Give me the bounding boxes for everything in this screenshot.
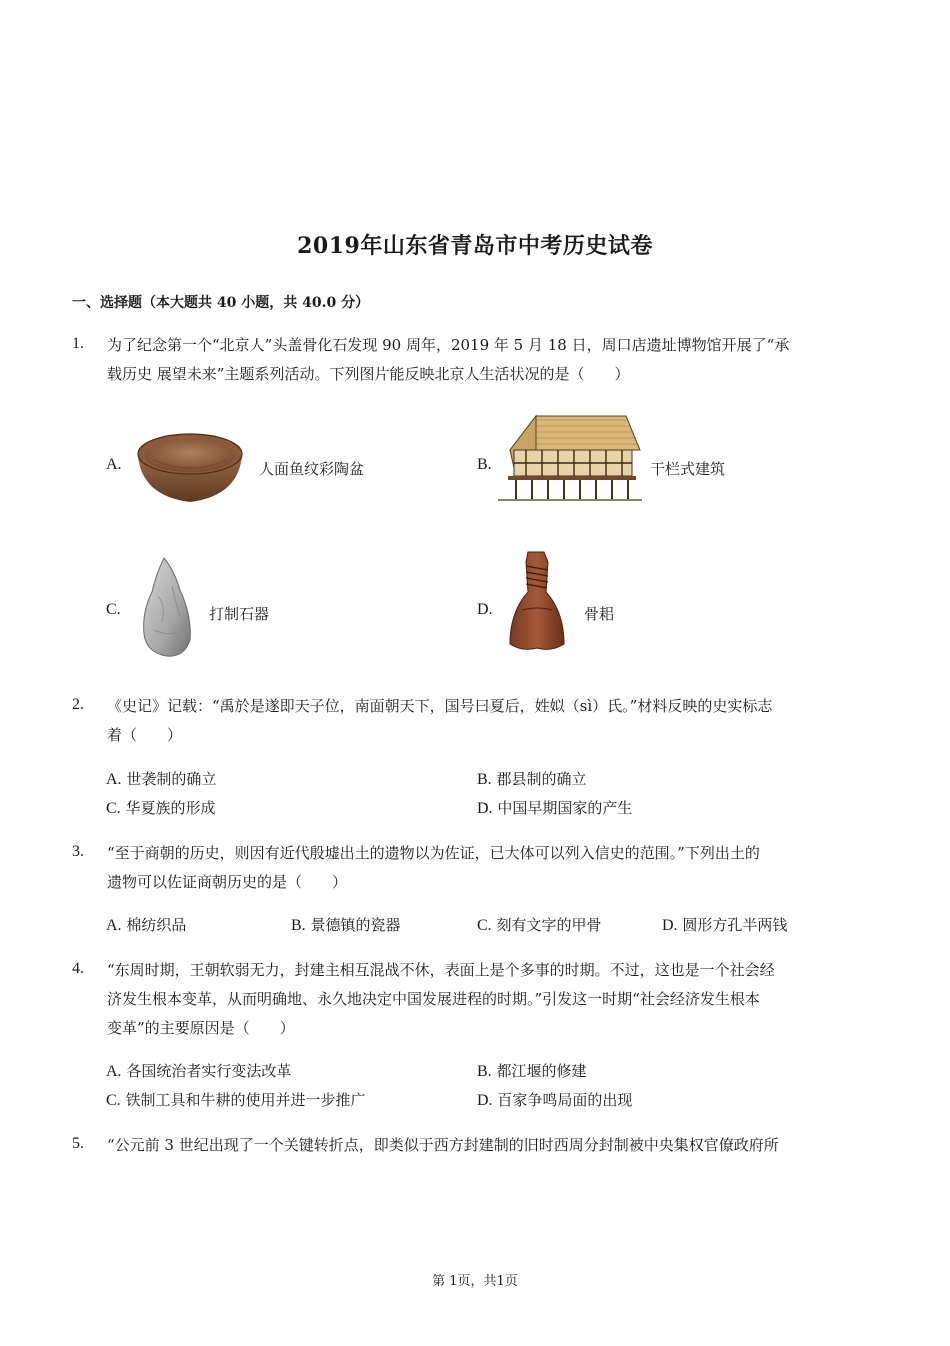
option-letter: D. xyxy=(662,917,678,934)
option-label: 圆形方孔半两钱 xyxy=(682,916,788,934)
question-line: 济发生根本变革，从而明确地、永久地决定中国发展进程的时期。”引发这一时期“社会经济发生根本 xyxy=(107,990,760,1008)
option-a[interactable] xyxy=(106,768,216,789)
option-label: 百家争鸣局面的出现 xyxy=(497,1091,633,1109)
question-text xyxy=(107,331,879,389)
option-c[interactable] xyxy=(106,797,215,818)
question-line: 为了纪念第一个“北京人”头盖骨化石发现 90 周年，2019 年 5 月 18 日，周口店遗址博物馆开展了“承 xyxy=(107,336,790,354)
option-label: 都江堰的修建 xyxy=(496,1062,587,1080)
option-letter-d: D. xyxy=(477,601,493,618)
option-label: 华夏族的形成 xyxy=(125,799,216,817)
option-letter: B. xyxy=(291,917,306,934)
stilt-house-image xyxy=(496,410,644,504)
option-label: 景德镇的瓷器 xyxy=(310,916,401,934)
option-label: 棉纺织品 xyxy=(126,916,187,934)
option-b[interactable] xyxy=(477,1060,586,1081)
question-line: 变革”的主要原因是（ ） xyxy=(107,1019,295,1037)
bone-spade-image xyxy=(504,548,570,656)
option-letter-a: A. xyxy=(106,456,122,473)
question-number: 4. xyxy=(72,960,84,977)
option-letter-b: B. xyxy=(477,456,492,473)
option-label-c: 打制石器 xyxy=(209,605,270,623)
option-label: 铁制工具和牛耕的使用并进一步推广 xyxy=(125,1091,366,1109)
question-number: 3. xyxy=(72,843,84,860)
option-label: 刻有文字的甲骨 xyxy=(496,916,602,934)
option-letter: D. xyxy=(477,800,493,817)
option-letter: A. xyxy=(106,1063,122,1080)
option-letter: C. xyxy=(106,1092,121,1109)
option-letter: A. xyxy=(106,771,122,788)
question-number: 1. xyxy=(72,335,84,352)
question-line: 着（ ） xyxy=(107,726,183,744)
option-label: 中国早期国家的产生 xyxy=(497,799,633,817)
page-title: 2019年山东省青岛市中考历史试卷 xyxy=(297,233,653,259)
question-line: “至于商朝的历史，则因有近代殷墟出土的遗物以为佐证，已大体可以列入信史的范围。”下列出土的 xyxy=(107,844,760,862)
section-heading: 一、选择题（本大题共 40 小题，共 40.0 分） xyxy=(72,295,370,311)
option-letter-c: C. xyxy=(106,601,121,618)
option-letter: B. xyxy=(477,771,492,788)
option-label: 各国统治者实行变法改革 xyxy=(126,1062,292,1080)
stone-tool-image xyxy=(140,556,196,660)
option-a[interactable] xyxy=(106,914,186,935)
option-letter: C. xyxy=(106,800,121,817)
question-line: “公元前 3 世纪出现了一个关键转折点，即类似于西方封建制的旧时西周分封制被中央集权官僚政府所 xyxy=(107,1136,779,1154)
question-text xyxy=(107,1131,879,1160)
question-number: 2. xyxy=(72,696,84,713)
option-letter: D. xyxy=(477,1092,493,1109)
option-letter: A. xyxy=(106,917,122,934)
option-b[interactable] xyxy=(291,914,400,935)
question-line: 《史记》记载：“禹於是遂即天子位，南面朝天下，国号曰夏后，姓姒（sì）氏。”材料反映的史实标志 xyxy=(107,697,773,715)
option-c[interactable] xyxy=(477,914,601,935)
question-text xyxy=(107,956,879,1043)
option-label: 世袭制的确立 xyxy=(126,770,217,788)
option-c[interactable] xyxy=(106,1089,365,1110)
option-letter: C. xyxy=(477,917,492,934)
question-line: 遗物可以佐证商朝历史的是（ ） xyxy=(107,873,348,891)
option-letter: B. xyxy=(477,1063,492,1080)
page-footer: 第 1页，共1页 xyxy=(432,1274,518,1289)
option-a[interactable] xyxy=(106,1060,291,1081)
pottery-basin-image xyxy=(134,430,246,506)
option-label-a: 人面鱼纹彩陶盆 xyxy=(259,460,365,478)
option-b[interactable] xyxy=(477,768,586,789)
option-d[interactable] xyxy=(477,797,632,818)
question-text xyxy=(107,839,879,897)
option-label-b: 干栏式建筑 xyxy=(650,460,726,478)
option-d[interactable] xyxy=(477,1089,632,1110)
option-d[interactable] xyxy=(662,914,787,935)
question-text xyxy=(107,692,879,750)
option-label: 郡县制的确立 xyxy=(496,770,587,788)
option-label-d: 骨耜 xyxy=(584,605,615,623)
question-line: 载历史 展望未来”主题系列活动。下列图片能反映北京人生活状况的是（ ） xyxy=(107,365,630,383)
question-line: “东周时期，王朝软弱无力，封建主相互混战不休，表面上是个多事的时期。不过，这也是一个社会经 xyxy=(107,961,775,979)
question-number: 5. xyxy=(72,1135,84,1152)
